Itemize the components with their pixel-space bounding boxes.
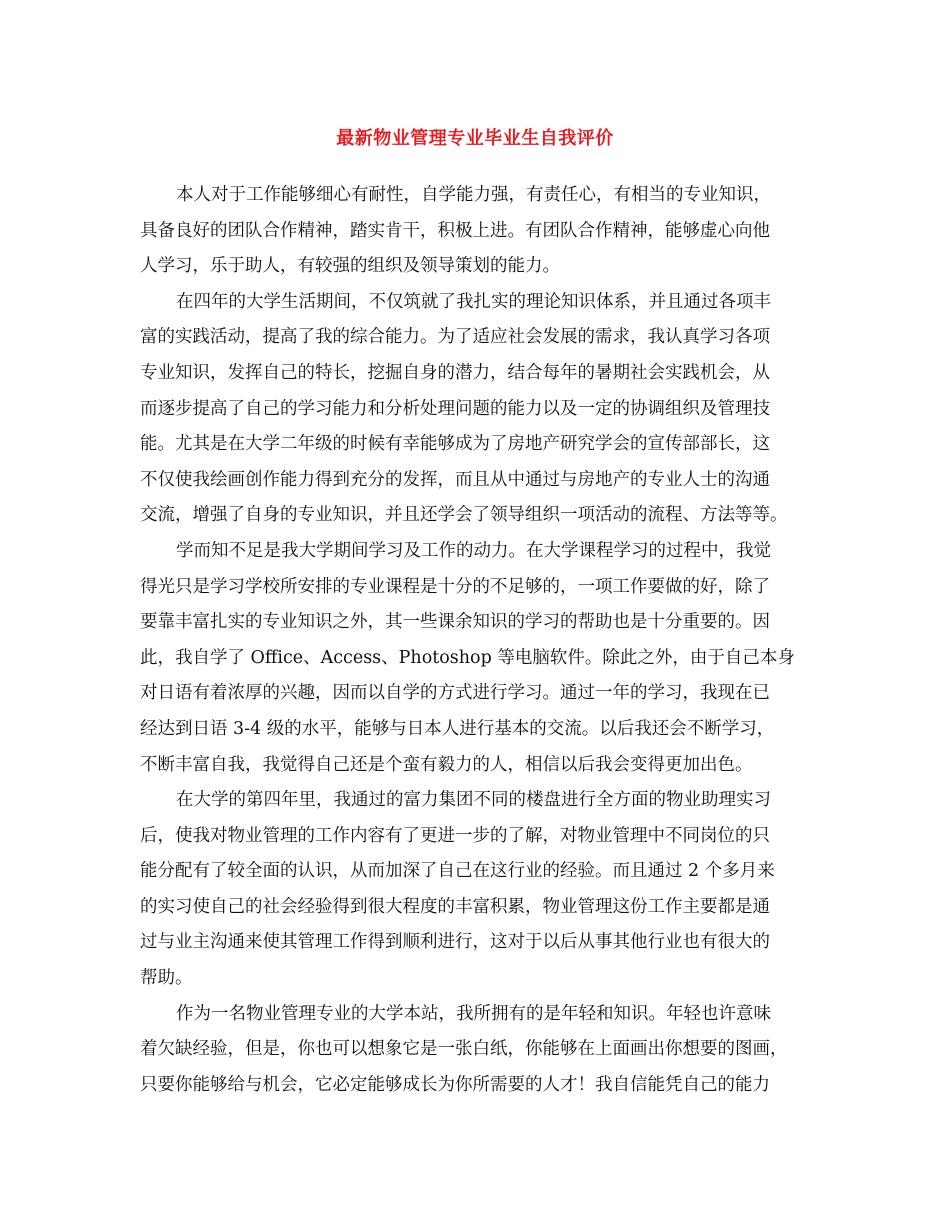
text-line: 后，使我对物业管理的工作内容有了更进一步的了解，对物业管理中不同岗位的只 [140, 825, 770, 846]
text-line: 作为一名物业管理专业的大学本站，我所拥有的是年轻和知识。年轻也许意味 [176, 1003, 771, 1024]
text-line: 学而知不足是我大学期间学习及工作的动力。在大学课程学习的过程中，我觉 [176, 540, 771, 561]
text-line: 富的实践活动，提高了我的综合能力。为了适应社会发展的需求，我认真学习各项 [140, 327, 770, 348]
text-line: 着欠缺经验，但是，你也可以想象它是一张白纸，你能够在上面画出你想要的图画， [140, 1039, 788, 1060]
text-line: 要靠丰富扎实的专业知识之外，其一些课余知识的学习的帮助也是十分重要的。因 [140, 612, 770, 633]
text-line: 具备良好的团队合作精神，踏实肯干，积极上进。有团队合作精神，能够虚心向他 [140, 220, 770, 241]
text-line: 只要你能够给与机会，它必定能够成长为你所需要的人才！我自信能凭自己的能力 [140, 1074, 770, 1095]
text-line: 专业知识，发挥自己的特长，挖掘自身的潜力，结合每年的暑期社会实践机会，从 [140, 362, 770, 383]
text-line: 的实习使自己的社会经验得到很大程度的丰富积累，物业管理这份工作主要都是通 [140, 896, 770, 917]
text-line: 得光只是学习学校所安排的专业课程是十分的不足够的，一项工作要做的好，除了 [140, 576, 770, 597]
text-line: 经达到日语 3-4 级的水平，能够与日本人进行基本的交流。以后我还会不断学习， [140, 718, 775, 739]
text-line: 能。尤其是在大学二年级的时候有幸能够成为了房地产研究学会的宣传部部长，这 [140, 434, 770, 455]
text-line: 而逐步提高了自己的学习能力和分析处理问题的能力以及一定的协调组织及管理技 [140, 398, 770, 419]
text-line: 交流，增强了自身的专业知识，并且还学会了领导组织一项活动的流程、方法等等。 [140, 505, 788, 526]
text-line: 能分配有了较全面的认识，从而加深了自己在这行业的经验。而且通过 2 个多月来 [140, 861, 775, 882]
text-line: 帮助。 [140, 968, 193, 989]
text-line: 此，我自学了 Office、Access、Photoshop 等电脑软件。除此之外，由于自己本身 [140, 647, 795, 668]
text-line: 人学习，乐于助人，有较强的组织及领导策划的能力。 [140, 256, 560, 277]
text-line: 不断丰富自我，我觉得自己还是个蛮有毅力的人，相信以后我会变得更加出色。 [140, 754, 753, 775]
text-line: 本人对于工作能够细心有耐性，自学能力强，有责任心，有相当的专业知识， [176, 185, 771, 205]
document-body [140, 178, 820, 1103]
text-line: 对日语有着浓厚的兴趣，因而以自学的方式进行学习。通过一年的学习，我现在已 [140, 683, 770, 704]
text-line: 在大学的第四年里，我通过的富力集团不同的楼盘进行全方面的物业助理实习 [176, 790, 771, 811]
document-title: 最新物业管理专业毕业生自我评价 [336, 128, 614, 149]
text-line: 过与业主沟通来使其管理工作得到顺利进行，这对于以后从事其他行业也有很大的 [140, 932, 770, 953]
text-line: 不仅使我绘画创作能力得到充分的发挥，而且从中通过与房地产的专业人士的沟通 [140, 469, 770, 490]
text-line: 在四年的大学生活期间，不仅筑就了我扎实的理论知识体系，并且通过各项丰 [176, 291, 771, 312]
